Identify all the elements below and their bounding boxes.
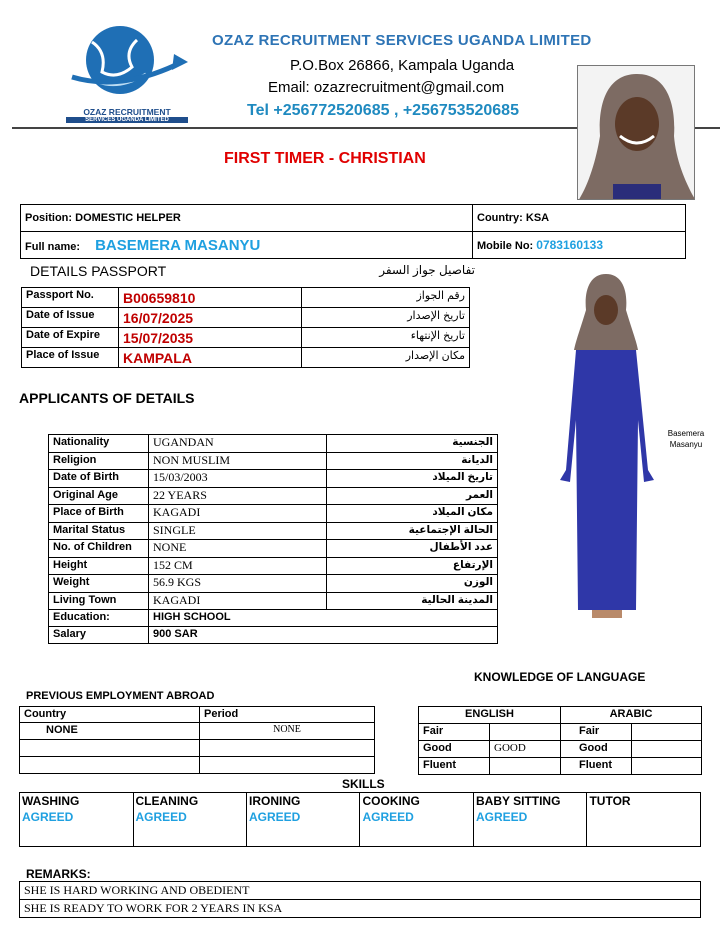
applicant-value: KAGADI: [149, 505, 327, 523]
education-value: HIGH SCHOOL: [149, 610, 498, 627]
applicant-value: 15/03/2003: [149, 470, 327, 488]
employment-empty-cell: [200, 757, 375, 774]
country-cell: [473, 205, 686, 232]
job-info-table: [20, 204, 686, 259]
passport-label-ar: رقم الجواز: [302, 288, 470, 308]
arabic-level: Fair: [561, 724, 632, 741]
applicant-label: Nationality: [49, 435, 149, 453]
applicant-value: SINGLE: [149, 522, 327, 540]
salary-value: 900 SAR: [149, 627, 498, 644]
header-rule: [12, 127, 579, 129]
english-level-value: [490, 724, 561, 741]
portrait-photo: [577, 65, 695, 200]
employment-table: [19, 706, 375, 774]
applicant-heading: APPLICANTS OF DETAILS: [19, 390, 195, 406]
skill-status: AGREED: [475, 810, 528, 824]
applicant-label-ar: تاريخ الميلاد: [327, 470, 498, 488]
applicant-label: Original Age: [49, 487, 149, 505]
language-row: [419, 758, 702, 775]
applicant-value: UGANDAN: [149, 435, 327, 453]
remark-row: [20, 900, 701, 918]
position-label: Position:: [25, 212, 73, 224]
employment-period-value: NONE: [200, 723, 375, 740]
skill-name: TUTOR: [589, 794, 631, 808]
remark-line: SHE IS HARD WORKING AND OBEDIENT: [20, 882, 701, 900]
mobile-label: Mobile No:: [477, 240, 534, 252]
logo-text: OZAZ RECRUITMENT: [83, 107, 171, 117]
applicant-label-ar: الحالة الإجتماعية: [327, 522, 498, 540]
applicant-label-ar: الوزن: [327, 575, 498, 593]
applicant-row: [49, 522, 498, 540]
company-phone: Tel +256772520685 , +256753520685: [247, 102, 519, 119]
position-value: DOMESTIC HELPER: [75, 212, 181, 224]
passport-label-ar: تاريخ الإنتهاء: [302, 328, 470, 348]
skill-name: COOKING: [362, 794, 420, 808]
passport-table: [21, 287, 470, 368]
applicant-value: 22 YEARS: [149, 487, 327, 505]
full-body-photo: [552, 270, 660, 628]
language-row: [419, 741, 702, 758]
full-body-icon: [552, 270, 660, 628]
skills-heading: SKILLS: [342, 777, 385, 791]
portrait-icon: [578, 66, 695, 200]
english-level-value: GOOD: [490, 741, 561, 758]
passport-heading: DETAILS PASSPORT: [30, 263, 167, 279]
english-level: Fluent: [419, 758, 490, 775]
remark-line: SHE IS READY TO WORK FOR 2 YEARS IN KSA: [20, 900, 701, 918]
applicant-label: No. of Children: [49, 540, 149, 558]
applicant-label: Religion: [49, 452, 149, 470]
arabic-level: Fluent: [561, 758, 632, 775]
photo-caption: Basemera Masanyu: [667, 429, 705, 449]
globe-icon: [62, 22, 192, 102]
applicant-table: [48, 434, 498, 644]
passport-label: Passport No.: [22, 288, 119, 308]
logo-subtext: SERVICES UGANDA LIMITED: [66, 117, 188, 123]
applicant-label: Living Town: [49, 592, 149, 610]
skill-cell: [247, 793, 360, 847]
applicant-label: Height: [49, 557, 149, 575]
skill-cell: [473, 793, 586, 847]
applicant-label-ar: الديانة: [327, 452, 498, 470]
passport-heading-ar: تفاصيل جواز السفر: [379, 263, 475, 277]
mobile-value: 0783160133: [536, 238, 604, 252]
applicant-row: [49, 557, 498, 575]
education-label: Education:: [49, 610, 149, 627]
company-email: Email: ozazrecruitment@gmail.com: [268, 79, 505, 96]
mobile-cell: [473, 232, 686, 259]
applicant-value: NON MUSLIM: [149, 452, 327, 470]
applicant-label: Weight: [49, 575, 149, 593]
passport-row: [22, 288, 470, 308]
passport-label: Date of Issue: [22, 308, 119, 328]
applicant-label-ar: الإرتفاع: [327, 557, 498, 575]
skill-status: AGREED: [249, 810, 301, 824]
company-address: P.O.Box 26866, Kampala Uganda: [290, 57, 515, 74]
fullname-label: Full name:: [25, 240, 81, 253]
applicant-row: [49, 540, 498, 558]
passport-row: [22, 348, 470, 368]
position-cell: [21, 205, 473, 232]
header-rule-right: [695, 127, 720, 129]
arabic-level-value: [632, 758, 702, 775]
applicant-row: [49, 435, 498, 453]
skill-name: BABY SITTING: [475, 794, 561, 808]
applicant-label: Place of Birth: [49, 505, 149, 523]
language-row: [419, 724, 702, 741]
employment-period-header: Period: [200, 707, 375, 723]
skill-status: AGREED: [362, 810, 414, 824]
applicant-row: [49, 470, 498, 488]
employment-country-header: Country: [20, 707, 200, 723]
applicant-row: [49, 487, 498, 505]
employment-heading: PREVIOUS EMPLOYMENT ABROAD: [26, 690, 215, 702]
applicant-label-ar: مكان الميلاد: [327, 505, 498, 523]
applicant-row: [49, 575, 498, 593]
fullname-cell: [21, 232, 473, 259]
skills-table: [19, 792, 701, 847]
applicant-value: KAGADI: [149, 592, 327, 610]
english-header: ENGLISH: [419, 707, 561, 724]
applicant-label: Marital Status: [49, 522, 149, 540]
applicant-value: NONE: [149, 540, 327, 558]
remarks-heading: REMARKS:: [26, 867, 91, 881]
passport-row: [22, 308, 470, 328]
passport-value: B00659810: [119, 288, 302, 308]
passport-label: Date of Expire: [22, 328, 119, 348]
fullname-value: BASEMERA MASANYU: [95, 236, 261, 254]
applicant-row: [49, 452, 498, 470]
company-logo: [62, 22, 192, 127]
applicant-label: Date of Birth: [49, 470, 149, 488]
applicant-label-ar: الجنسية: [327, 435, 498, 453]
language-heading: KNOWLEDGE OF LANGUAGE: [474, 670, 646, 684]
skill-name: CLEANING: [135, 794, 199, 808]
skill-name: IRONING: [249, 794, 301, 808]
arabic-level-value: [632, 724, 702, 741]
employment-empty-cell: [20, 740, 200, 757]
arabic-level: Good: [561, 741, 632, 758]
english-level: Fair: [419, 724, 490, 741]
employment-empty-cell: [20, 757, 200, 774]
skill-status: AGREED: [135, 810, 187, 824]
country-value: KSA: [525, 212, 550, 224]
applicant-row: [49, 592, 498, 610]
skill-name: WASHING: [22, 794, 80, 808]
applicant-label-ar: المدينة الحالية: [327, 592, 498, 610]
skill-cell: [360, 793, 474, 847]
employment-country-value: NONE: [20, 723, 200, 740]
skill-cell: [587, 793, 701, 847]
skill-cell: [20, 793, 134, 847]
applicant-label-ar: العمر: [327, 487, 498, 505]
passport-label-ar: تاريخ الإصدار: [302, 308, 470, 328]
passport-label: Place of Issue: [22, 348, 119, 368]
passport-value: KAMPALA: [119, 348, 302, 368]
remarks-table: [19, 881, 701, 918]
english-level-value: [490, 758, 561, 775]
passport-value: 16/07/2025: [119, 308, 302, 328]
salary-label: Salary: [49, 627, 149, 644]
remark-row: [20, 882, 701, 900]
skill-cell: [133, 793, 247, 847]
applicant-value: 56.9 KGS: [149, 575, 327, 593]
english-level: Good: [419, 741, 490, 758]
page-title: FIRST TIMER - CHRISTIAN: [224, 150, 426, 167]
applicant-value: 152 CM: [149, 557, 327, 575]
company-name: OZAZ RECRUITMENT SERVICES UGANDA LIMITED: [212, 32, 592, 49]
employment-empty-cell: [200, 740, 375, 757]
language-table: [418, 706, 702, 775]
passport-label-ar: مكان الإصدار: [302, 348, 470, 368]
arabic-level-value: [632, 741, 702, 758]
passport-value: 15/07/2035: [119, 328, 302, 348]
passport-row: [22, 328, 470, 348]
applicant-row: [49, 505, 498, 523]
country-label: Country:: [477, 212, 523, 224]
arabic-header: ARABIC: [561, 707, 702, 724]
skill-status: AGREED: [22, 810, 74, 824]
applicant-label-ar: عدد الأطفال: [327, 540, 498, 558]
